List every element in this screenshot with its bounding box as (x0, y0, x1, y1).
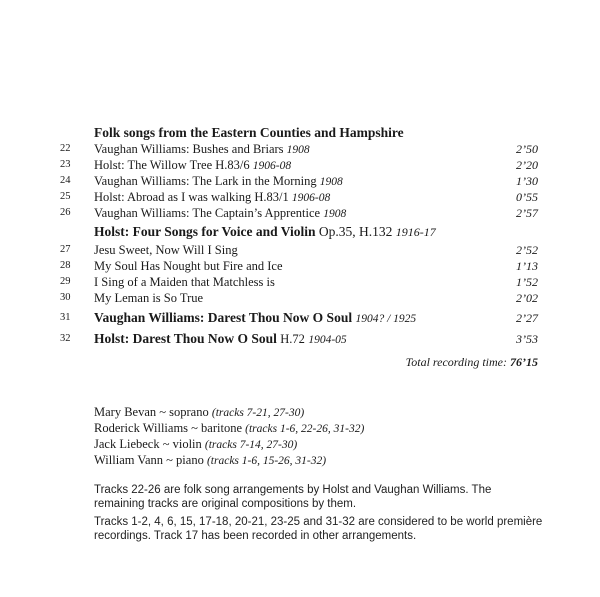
performer-tracks: (tracks 7-14, 27-30) (204, 439, 298, 451)
track-title: Holst: Abroad as I was walking (94, 190, 252, 204)
section-heading-folk-songs (94, 125, 404, 141)
performer-name: William Vann ~ piano (94, 453, 204, 467)
track-title-line (94, 141, 310, 158)
track-number: 27 (60, 244, 71, 255)
track-year: 1906-08 (252, 160, 292, 172)
track-duration: 2’27 (516, 311, 538, 325)
track-year: 1906-08 (291, 192, 331, 204)
track-duration: 1’52 (516, 275, 538, 289)
performer-name: Jack Liebeck ~ violin (94, 437, 202, 451)
track-duration: 3’53 (516, 332, 538, 346)
total-recording-time (406, 355, 538, 370)
track-number: 31 (60, 312, 71, 323)
section-year: 1916-17 (395, 225, 436, 239)
track-row (0, 205, 600, 221)
track-duration: 1’30 (516, 174, 538, 188)
track-number: 28 (60, 260, 71, 271)
track-duration: 0’55 (516, 190, 538, 204)
performer-line (94, 436, 297, 453)
track-number: 26 (60, 207, 71, 218)
total-value: 76’15 (510, 355, 538, 369)
track-row (0, 274, 600, 290)
section-heading-text: Holst: Four Songs for Voice and Violin (94, 224, 316, 239)
track-duration: 2’50 (516, 142, 538, 156)
track-row (0, 141, 600, 157)
track-number: 25 (60, 191, 71, 202)
track-number: 22 (60, 143, 71, 154)
track-duration: 2’57 (516, 206, 538, 220)
track-title-line (94, 173, 343, 190)
track-year: 1908 (323, 208, 347, 220)
track-title: I Sing of a Maiden that Matchless is (94, 275, 275, 289)
note-arrangements: Tracks 22-26 are folk song arrangements by Holst and Vaughan Williams. The remaining tracks are original compositions by them. (94, 484, 492, 510)
performer-line (94, 404, 304, 421)
track-row (0, 290, 600, 306)
track-title: Jesu Sweet, Now Will I Sing (94, 243, 238, 257)
track-title: My Soul Has Nought but Fire and Ice (94, 259, 283, 273)
track-title-line (94, 189, 330, 206)
performer-line (94, 420, 364, 437)
track-title: Vaughan Williams: Bushes and Briars (94, 142, 284, 156)
track-year: 1904-05 (308, 334, 347, 346)
track-row (0, 310, 600, 326)
performer-tracks: (tracks 1-6, 22-26, 31-32) (245, 423, 365, 435)
track-year: 1908 (286, 144, 310, 156)
track-catalogue: H.83/1 (254, 190, 289, 204)
track-title-line (94, 205, 346, 222)
track-row (0, 157, 600, 173)
track-title: My Leman is So True (94, 291, 204, 305)
track-title-line (94, 331, 347, 348)
track-number: 24 (60, 175, 71, 186)
section-heading-text: Folk songs from the Eastern Counties and Hampshire (94, 125, 404, 140)
track-duration: 2’02 (516, 291, 538, 305)
section-heading-four-songs (94, 224, 436, 240)
total-label: Total recording time: (405, 355, 507, 369)
track-catalogue: H.83/6 (215, 158, 250, 172)
performer-name: Mary Bevan ~ soprano (94, 405, 209, 419)
performer-tracks: (tracks 1-6, 15-26, 31-32) (206, 455, 327, 467)
track-row (0, 242, 600, 258)
track-title: Vaughan Williams: The Captain’s Apprentice (94, 206, 321, 220)
track-title-line (94, 310, 416, 327)
track-title: Vaughan Williams: Darest Thou Now O Soul (94, 310, 353, 325)
performer-line (94, 452, 326, 469)
track-number: 30 (60, 292, 71, 303)
track-duration: 2’20 (516, 158, 538, 172)
track-duration: 2’52 (516, 243, 538, 257)
track-row (0, 173, 600, 189)
track-row (0, 258, 600, 274)
performer-tracks: (tracks 7-21, 27-30) (211, 407, 305, 419)
track-year: 1908 (319, 176, 343, 188)
track-title: Vaughan Williams: The Lark in the Morning (94, 174, 317, 188)
track-year: 1904? / 1925 (355, 313, 417, 325)
note-premiere-recordings: Tracks 1-2, 4, 6, 15, 17-18, 20-21, 23-25 and 31-32 are considered to be world première recordings. Track 17 has been recorded in other arrangements. (94, 516, 543, 542)
section-catalogue: Op.35, H.132 (318, 224, 393, 239)
track-title-line (94, 157, 291, 174)
track-title: Holst: The Willow Tree (94, 158, 213, 172)
track-number: 23 (60, 159, 71, 170)
track-number: 29 (60, 276, 71, 287)
track-title: Holst: Darest Thou Now O Soul (94, 331, 277, 346)
track-duration: 1’13 (516, 259, 538, 273)
track-row (0, 331, 600, 347)
performer-name: Roderick Williams ~ baritone (94, 421, 243, 435)
track-number: 32 (60, 333, 71, 344)
track-row (0, 189, 600, 205)
track-catalogue: H.72 (280, 332, 305, 346)
